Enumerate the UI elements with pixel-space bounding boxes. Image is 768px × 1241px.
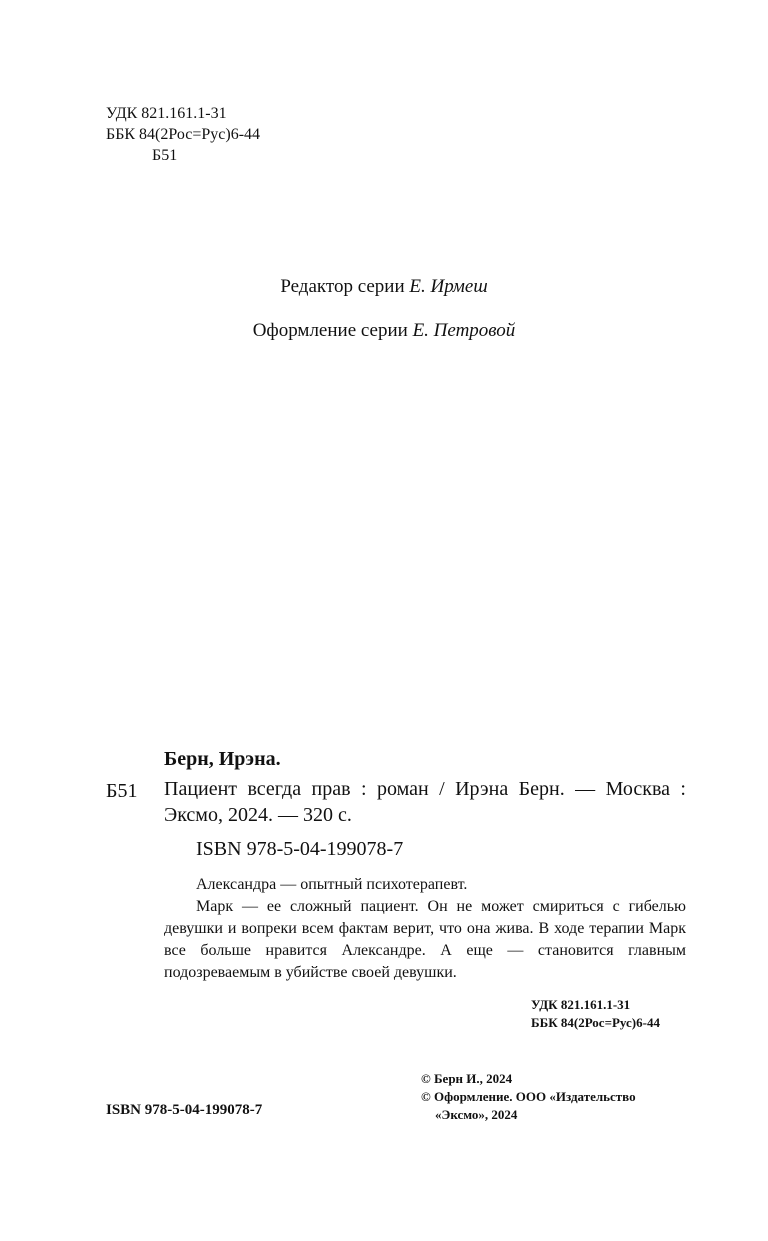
classification-block xyxy=(106,103,260,166)
annotation-paragraph: Марк — ее сложный пациент. Он не может смириться с гибелью девушки и вопреки всем фактам верит, что она жива. В ходе терапии Марк все больше нравится Александре. А еще — становится главным подозреваемым в убийстве своей девушки. xyxy=(164,898,686,981)
copyright-publisher: «Эксмо», 2024 xyxy=(435,1107,518,1122)
udk-code: УДК 821.161.1-31 xyxy=(106,105,227,122)
annotation xyxy=(164,874,686,984)
editor-name: Е. Ирмеш xyxy=(409,276,488,297)
design-label: Оформление серии xyxy=(252,320,408,341)
bbk-code: ББК 84(2Рос=Рус)6-44 xyxy=(106,126,261,143)
isbn-line: ISBN 978-5-04-199078-7 xyxy=(196,838,404,860)
right-bbk: ББК 84(2Рос=Рус)6-44 xyxy=(531,1015,660,1030)
copyright-author: © Берн И., 2024 xyxy=(421,1071,513,1086)
annotation-line-1: Александра — опытный психотерапевт. xyxy=(196,876,468,893)
copyright-design: © Оформление. ООО «Издательство xyxy=(421,1089,636,1104)
bibliographic-code: Б51 xyxy=(106,780,138,802)
author-heading: Берн, Ирэна. xyxy=(164,748,281,770)
author-mark: Б51 xyxy=(152,147,178,164)
copyright-block xyxy=(421,1070,636,1124)
editor-label: Редактор серии xyxy=(280,276,405,297)
design-name: Е. Петровой xyxy=(412,320,516,341)
series-editor xyxy=(0,276,768,298)
title-description: Пациент всегда прав : роман / Ирэна Берн. — Москва : Эксмо, 2024. — 320 с. xyxy=(164,778,686,826)
footer-isbn: ISBN 978-5-04-199078-7 xyxy=(106,1102,263,1118)
right-udk: УДК 821.161.1-31 xyxy=(531,997,631,1012)
right-classification xyxy=(531,996,660,1032)
series-design xyxy=(0,320,768,342)
